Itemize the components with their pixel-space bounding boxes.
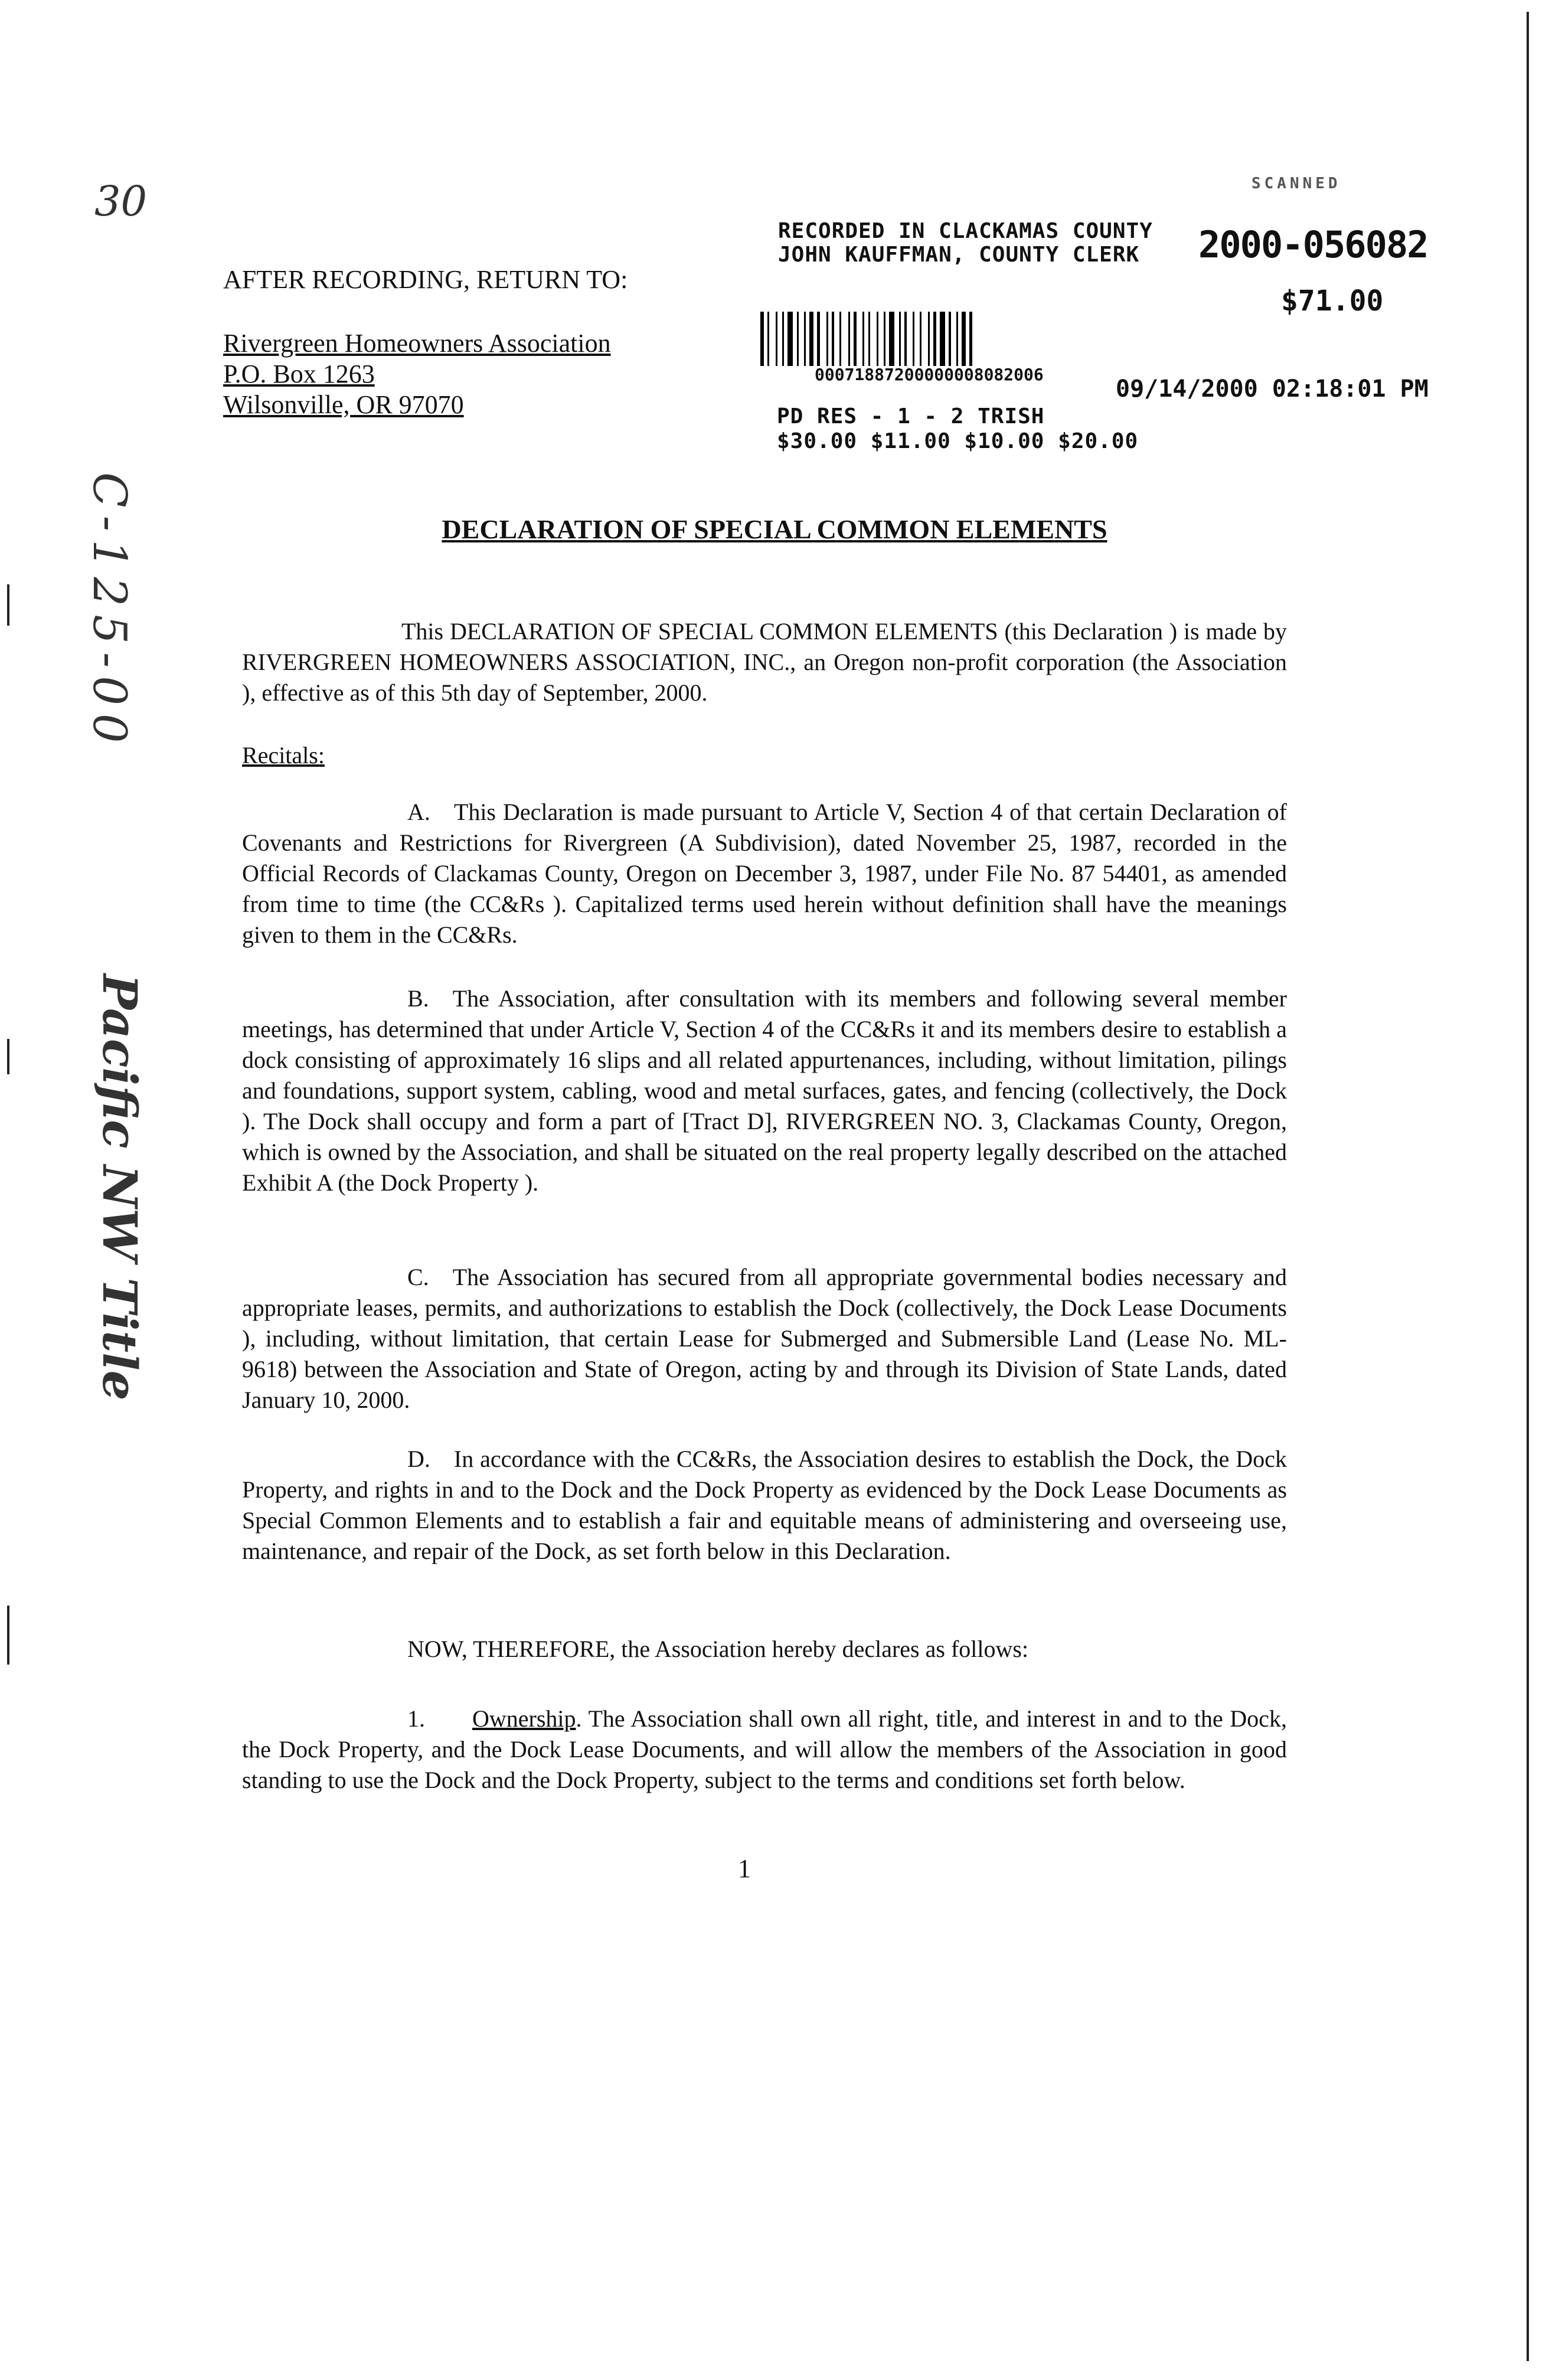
barcode-bar <box>804 312 806 366</box>
barcode-bar <box>889 312 894 366</box>
barcode-bar <box>782 312 784 366</box>
left-scan-mark <box>7 1039 9 1074</box>
document-number: 2000-056082 <box>1198 223 1428 266</box>
recitals-heading: Recitals: <box>242 742 325 769</box>
barcode-bar <box>956 312 958 366</box>
barcode-bar <box>832 312 834 366</box>
barcode-bar <box>809 312 813 366</box>
left-scan-mark <box>7 1606 9 1665</box>
barcode-bar <box>848 312 850 366</box>
return-line-1: Rivergreen Homeowners Association <box>223 329 611 358</box>
barcode-bar <box>868 312 870 366</box>
recital-b: B. The Association, after consultation with its members and following several member meetings, has determined that under Article V, Section 4 of the CC&Rs it and its members desire to establish a dock consisting of approximately 16 slips and all related appurtenances, including, without limitation, pilings and foundations, support system, cabling, wood and metal surfaces, gates, and fencing (collectively, the Dock ). The Dock shall occupy and form a part of [Tract D], RIVERGREEN NO. 3, Clackamas County, Oregon, which is owned by the Association, and shall be situated on the real property legally described on the attached Exhibit A (the Dock Property ). <box>242 985 1287 1196</box>
barcode-bar <box>933 312 936 366</box>
return-line-3: Wilsonville, OR 97070 <box>223 390 464 419</box>
barcode-bar <box>877 312 878 366</box>
right-scan-edge <box>1527 12 1529 2361</box>
barcode-bar <box>817 312 820 366</box>
recorded-in-line: RECORDED IN CLACKAMAS COUNTY <box>778 219 1153 243</box>
intro-text: This DECLARATION OF SPECIAL COMMON ELEMENTS (this Declaration ) is made by RIVERGREEN HOMEOWNERS ASSOCIATION, INC., an Oregon non-profit corporation (the Association ), effective as of this 5th day of September, 2000. <box>242 618 1287 706</box>
corner-scanned-mark: SCANNED <box>1251 175 1341 192</box>
page-number: 1 <box>738 1854 751 1883</box>
barcode-bar <box>962 312 966 366</box>
barcode-bar <box>839 312 841 366</box>
section-1 <box>242 1704 1287 1796</box>
intro-paragraph <box>242 616 1287 708</box>
barcode-bar <box>884 312 885 366</box>
barcode <box>760 312 1209 366</box>
county-clerk-line: JOHN KAUFFMAN, COUNTY CLERK <box>778 243 1140 267</box>
barcode-bar <box>928 312 930 366</box>
barcode-bar <box>862 312 864 366</box>
barcode-bar <box>776 312 777 366</box>
recording-datetime: 09/14/2000 02:18:01 PM <box>1116 375 1429 403</box>
handwritten-page-number: 30 <box>94 177 148 225</box>
barcode-bar <box>904 312 907 366</box>
document-title: DECLARATION OF SPECIAL COMMON ELEMENTS <box>442 514 1107 544</box>
handwritten-title-company: Pacific NW Title <box>92 974 148 1401</box>
section-1-number: 1. <box>407 1705 425 1732</box>
barcode-bar <box>767 312 769 366</box>
barcode-bar <box>797 312 799 366</box>
barcode-bar <box>913 312 914 366</box>
barcode-bar <box>787 312 793 366</box>
recital-d: D. In accordance with the CC&Rs, the Association desires to establish the Dock, the Dock Property, and rights in and to the Dock and the Dock Property as evidenced by the Dock Lease Documents as Special Common Elements and to establish a fair and equitable means of administering and overseeing use, maintenance, and repair of the Dock, as set forth below in this Declaration. <box>242 1446 1287 1564</box>
barcode-bar <box>899 312 901 366</box>
barcode-bar <box>854 312 857 366</box>
recital-c: C. The Association has secured from all appropriate governmental bodies necessary and appropriate leases, permits, and authorizations to establish the Dock (collectively, the Dock Lease Documents ), including, without limitation, that certain Lease for Submerged and Submersible Land (Lease No. ML-9618) between the Association and State of Oregon, acting by and through its Division of State Lands, dated January 10, 2000. <box>242 1264 1287 1413</box>
barcode-digits: 00071887200000008082006 <box>815 365 1044 384</box>
return-line-2: P.O. Box 1263 <box>223 359 375 388</box>
recording-amount: $71.00 <box>1281 285 1384 318</box>
handwritten-file-note: C-125-00 <box>83 472 136 751</box>
barcode-bar <box>920 312 921 366</box>
barcode-bar <box>969 312 972 366</box>
left-scan-mark <box>7 584 9 626</box>
barcode-bar <box>940 312 945 366</box>
fees-line: $30.00 $11.00 $10.00 $20.00 <box>777 429 1139 453</box>
clerk-line: PD RES - 1 - 2 TRISH <box>777 404 1045 429</box>
section-1-heading: Ownership <box>472 1705 576 1732</box>
barcode-bar <box>760 312 764 366</box>
return-heading: AFTER RECORDING, RETURN TO: <box>223 265 628 294</box>
barcode-bar <box>826 312 828 366</box>
recital-a: A. This Declaration is made pursuant to Article V, Section 4 of that certain Declaration of Covenants and Restrictions for Rivergreen (A Subdivision), dated November 25, 1987, recorded in the Official Records of Clackamas County, Oregon on December 3, 1987, under File No. 87 54401, as amended from time to time (the CC&Rs ). Capitalized terms used herein without definition shall have the meanings given to them in the CC&Rs. <box>242 799 1287 948</box>
section-1-text: . The Association shall own all right, title, and interest in and to the Dock, the Dock Property, and the Dock Lease Documents, and will allow the members of the Association in good standing to use the Dock and the Dock Property, subject to the terms and conditions set forth below. <box>242 1705 1287 1793</box>
now-therefore: NOW, THEREFORE, the Association hereby declares as follows: <box>407 1636 1029 1662</box>
barcode-bar <box>949 312 951 366</box>
